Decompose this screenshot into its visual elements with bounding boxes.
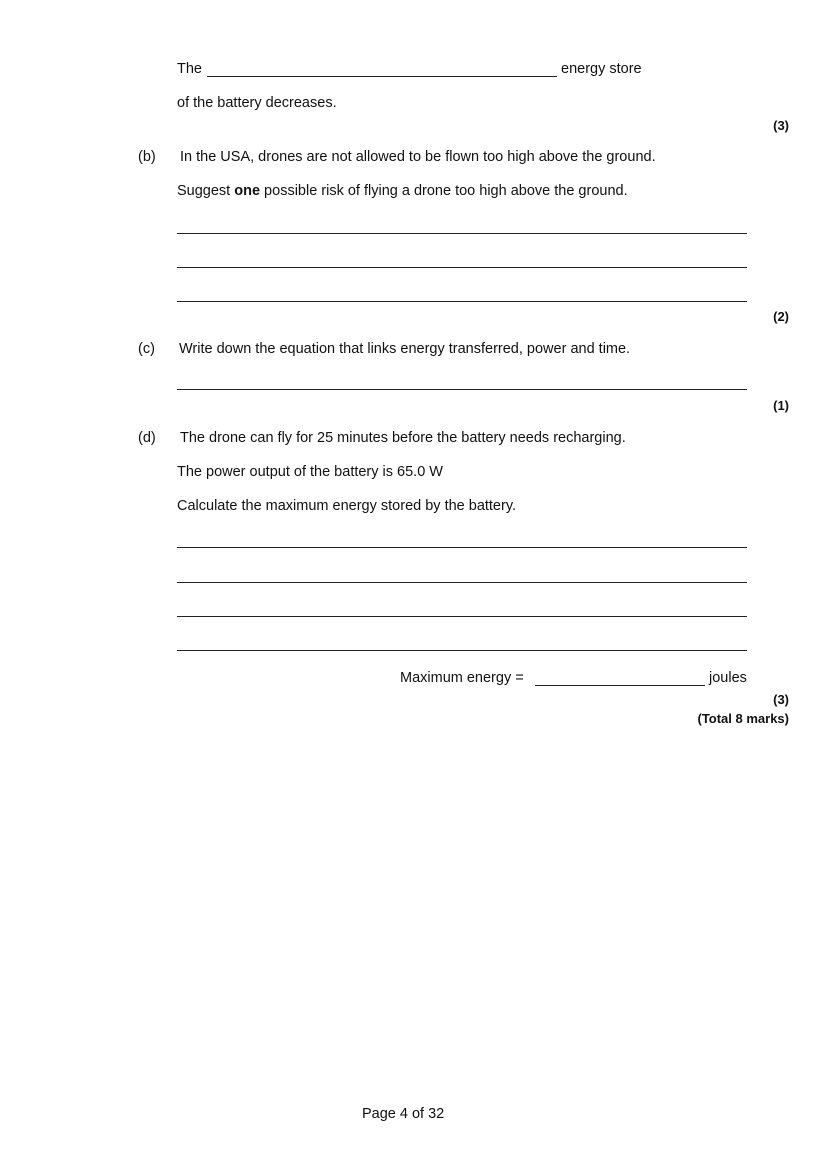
part-d-working-line-2[interactable] bbox=[177, 582, 747, 583]
part-a-line1-start: The bbox=[177, 61, 202, 77]
part-b-statement: In the USA, drones are not allowed to be flown too high above the ground. bbox=[180, 149, 656, 165]
part-d-statement-1: The drone can fly for 25 minutes before the battery needs recharging. bbox=[180, 430, 626, 446]
part-b-label: (b) bbox=[138, 149, 156, 165]
part-d-working-line-1[interactable] bbox=[177, 547, 747, 548]
part-b-answer-line-3[interactable] bbox=[177, 301, 747, 302]
part-a-marks: (3) bbox=[773, 118, 789, 133]
part-a-line1-end: energy store bbox=[561, 61, 642, 77]
page-number: Page 4 of 32 bbox=[362, 1106, 445, 1122]
part-a-line2: of the battery decreases. bbox=[177, 95, 337, 111]
part-d-marks: (3) bbox=[773, 692, 789, 707]
part-c-label: (c) bbox=[138, 341, 155, 357]
total-marks: (Total 8 marks) bbox=[697, 711, 789, 726]
part-d-label: (d) bbox=[138, 430, 156, 446]
part-d-answer-line[interactable] bbox=[535, 685, 705, 686]
part-d-working-line-3[interactable] bbox=[177, 616, 747, 617]
part-d-statement-2: The power output of the battery is 65.0 W bbox=[177, 464, 443, 480]
part-c-marks: (1) bbox=[773, 398, 789, 413]
part-a-answer-line[interactable] bbox=[207, 76, 557, 77]
part-b-answer-line-1[interactable] bbox=[177, 233, 747, 234]
part-c-question: Write down the equation that links energy transferred, power and time. bbox=[179, 341, 631, 357]
part-d-answer-label: Maximum energy = bbox=[400, 670, 524, 686]
part-b-question: Suggest one possible risk of flying a drone too high above the ground. bbox=[177, 183, 628, 199]
part-c-answer-line[interactable] bbox=[177, 389, 747, 390]
part-d-answer-unit: joules bbox=[709, 670, 747, 686]
part-b-marks: (2) bbox=[773, 309, 789, 324]
part-b-answer-line-2[interactable] bbox=[177, 267, 747, 268]
part-d-question: Calculate the maximum energy stored by the battery. bbox=[177, 498, 517, 514]
part-d-working-line-4[interactable] bbox=[177, 650, 747, 651]
